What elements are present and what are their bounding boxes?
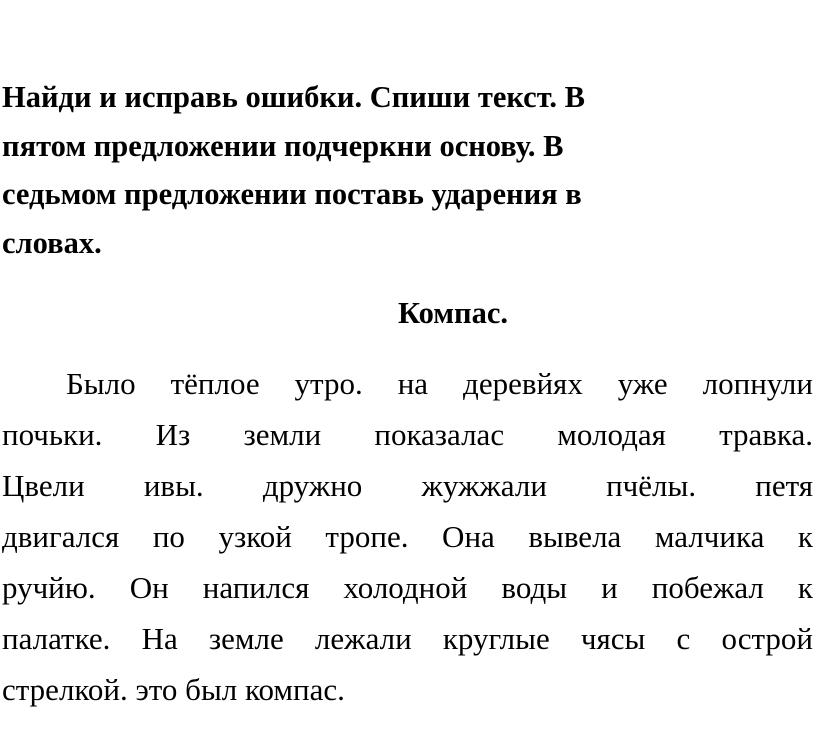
text-line: палатке. На земле лежали круглые чясы с острой [2, 621, 813, 656]
text-line: почьки. Из земли показалас молодая травка. [2, 417, 813, 452]
text-line: ручйю. Он напился холодной воды и побежал к [2, 570, 813, 605]
task-line: Найди и исправь ошибки. Спиши текст. В [2, 80, 585, 114]
task-line: пятом предложении подчеркни основу. В [2, 128, 564, 163]
text-line: Было тёплое утро. на деревйях уже лопнули [66, 366, 813, 401]
text-line: стрелкой. это был компас. [2, 672, 345, 707]
text-line: Цвели ивы. дружно жужжали пчёлы. петя [2, 468, 813, 503]
dictation-text [2, 358, 813, 715]
task-instructions [2, 73, 814, 267]
task-line: словах. [2, 225, 102, 260]
text-title: Компас. [397, 296, 509, 330]
text-line: двигался по узкой тропе. Она вывела малчика к [2, 519, 813, 554]
task-line: седьмом предложении поставь ударения в [2, 177, 582, 211]
